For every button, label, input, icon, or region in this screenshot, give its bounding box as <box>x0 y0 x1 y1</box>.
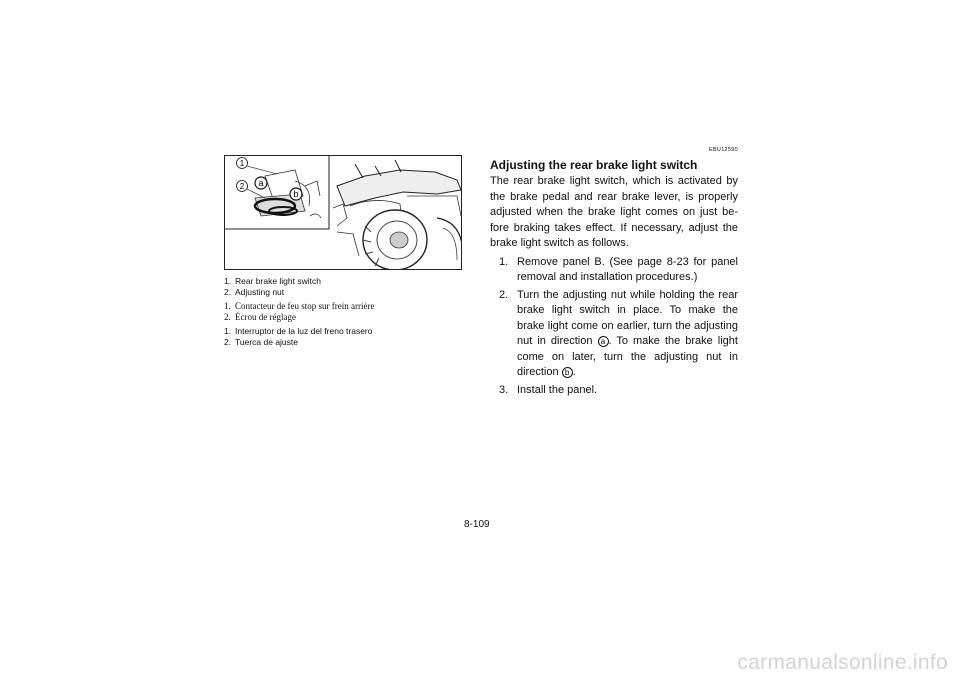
caption-item: 1. Interruptor de la luz del freno trasero <box>224 326 373 336</box>
step-item: 3. Install the panel. <box>499 383 598 396</box>
direction-b-symbol: b <box>562 367 573 378</box>
caption-item: 1. Contacteur de feu stop sur frein arrière <box>224 301 375 311</box>
callout-b: b <box>293 189 299 199</box>
callout-1: 1 <box>239 159 245 168</box>
steps-list <box>490 255 738 399</box>
direction-a-symbol: a <box>598 336 609 347</box>
figure-captions <box>224 276 469 351</box>
caption-item: 2. Tuerca de ajuste <box>224 337 298 347</box>
caption-item: 1. Rear brake light switch <box>224 276 321 286</box>
callout-2: 2 <box>239 182 245 191</box>
page-number: 8-109 <box>464 519 490 530</box>
step-item: 1. Remove panel B. (See page 8-23 for panel removal and installation procedures.) <box>499 255 738 283</box>
section-code: EBU12590 <box>708 147 738 153</box>
callout-a: a <box>258 178 264 188</box>
brake-switch-illustration <box>224 155 462 270</box>
captions-french <box>224 301 469 323</box>
watermark: carmanualsonline.info <box>737 651 948 674</box>
instruction-column <box>490 147 738 400</box>
captions-english <box>224 276 469 298</box>
section-heading: Adjusting the rear brake light switch <box>490 158 698 172</box>
caption-item: 2. Adjusting nut <box>224 287 285 297</box>
caption-item: 2. Écrou de réglage <box>224 312 296 322</box>
step-item: 2. Turn the adjusting nut while holding the rear brake light switch in place. To make the brake light come on earlier, turn the adjusting nut in direction a . To make the brake light come on later, turn the adjusting nut in direction b . <box>499 288 738 378</box>
captions-spanish <box>224 326 469 348</box>
atv-drawing <box>225 156 462 270</box>
intro-paragraph: The rear brake light switch, which is activated by the brake pedal and rear brake lever, is properly adjusted when the brake light comes on just be-fore braking takes effect. If necessary, adjust the brake light switch as follows. <box>490 175 738 249</box>
